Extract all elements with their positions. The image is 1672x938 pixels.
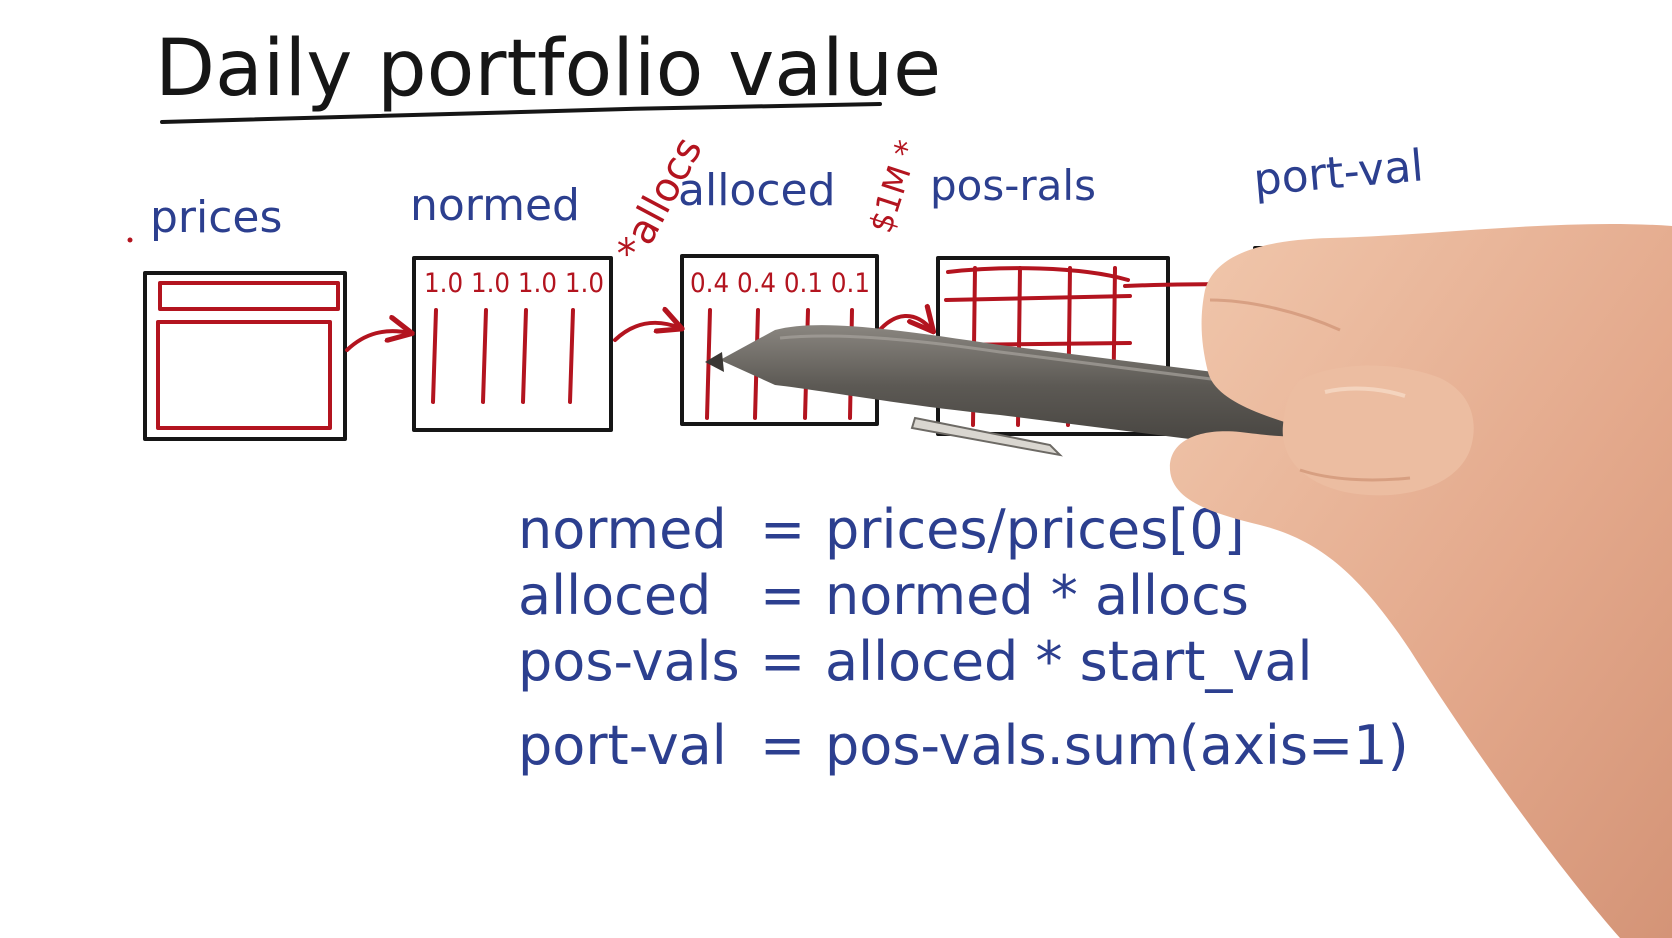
label-alloced: alloced: [678, 165, 836, 216]
page-title: Daily portfolio value: [155, 24, 942, 114]
label-normed: normed: [410, 180, 580, 231]
label-port-val: port-val: [1251, 140, 1426, 206]
equation-rhs: alloced * start_val: [825, 630, 1313, 693]
alloced-row-values: 0.4 0.4 0.1 0.1: [690, 268, 870, 299]
start-val-arrow-label: $1M *: [861, 135, 927, 238]
equation-row: [518, 714, 1409, 777]
equation-rhs: pos-vals.sum(axis=1): [825, 714, 1409, 777]
equation-row: [518, 630, 1312, 693]
prices-dataframe-box: [145, 273, 345, 439]
label-pos-vals: pos-rals: [930, 161, 1096, 210]
allocs-arrow-label: *allocs: [608, 129, 712, 270]
equation-equals: =: [760, 714, 806, 777]
equation-rhs: prices/prices[0]: [825, 498, 1245, 561]
arrow-normed-to-alloced: [615, 323, 680, 340]
normed-row-values: 1.0 1.0 1.0 1.0: [424, 268, 604, 299]
equation-equals: =: [760, 564, 806, 627]
label-prices: prices: [150, 192, 283, 243]
equation-row: [518, 498, 1245, 561]
equation-lhs: pos-vals: [518, 630, 740, 693]
equation-equals: =: [760, 630, 806, 693]
equation-row: [518, 564, 1249, 627]
equation-lhs: alloced: [518, 564, 712, 627]
equation-lhs: normed: [518, 498, 727, 561]
equation-lhs: port-val: [518, 714, 727, 777]
equation-list: [518, 498, 1409, 777]
ink-dot: [128, 238, 133, 243]
equation-equals: =: [760, 498, 806, 561]
equation-rhs: normed * allocs: [825, 564, 1249, 627]
arrow-prices-to-normed: [347, 331, 410, 350]
